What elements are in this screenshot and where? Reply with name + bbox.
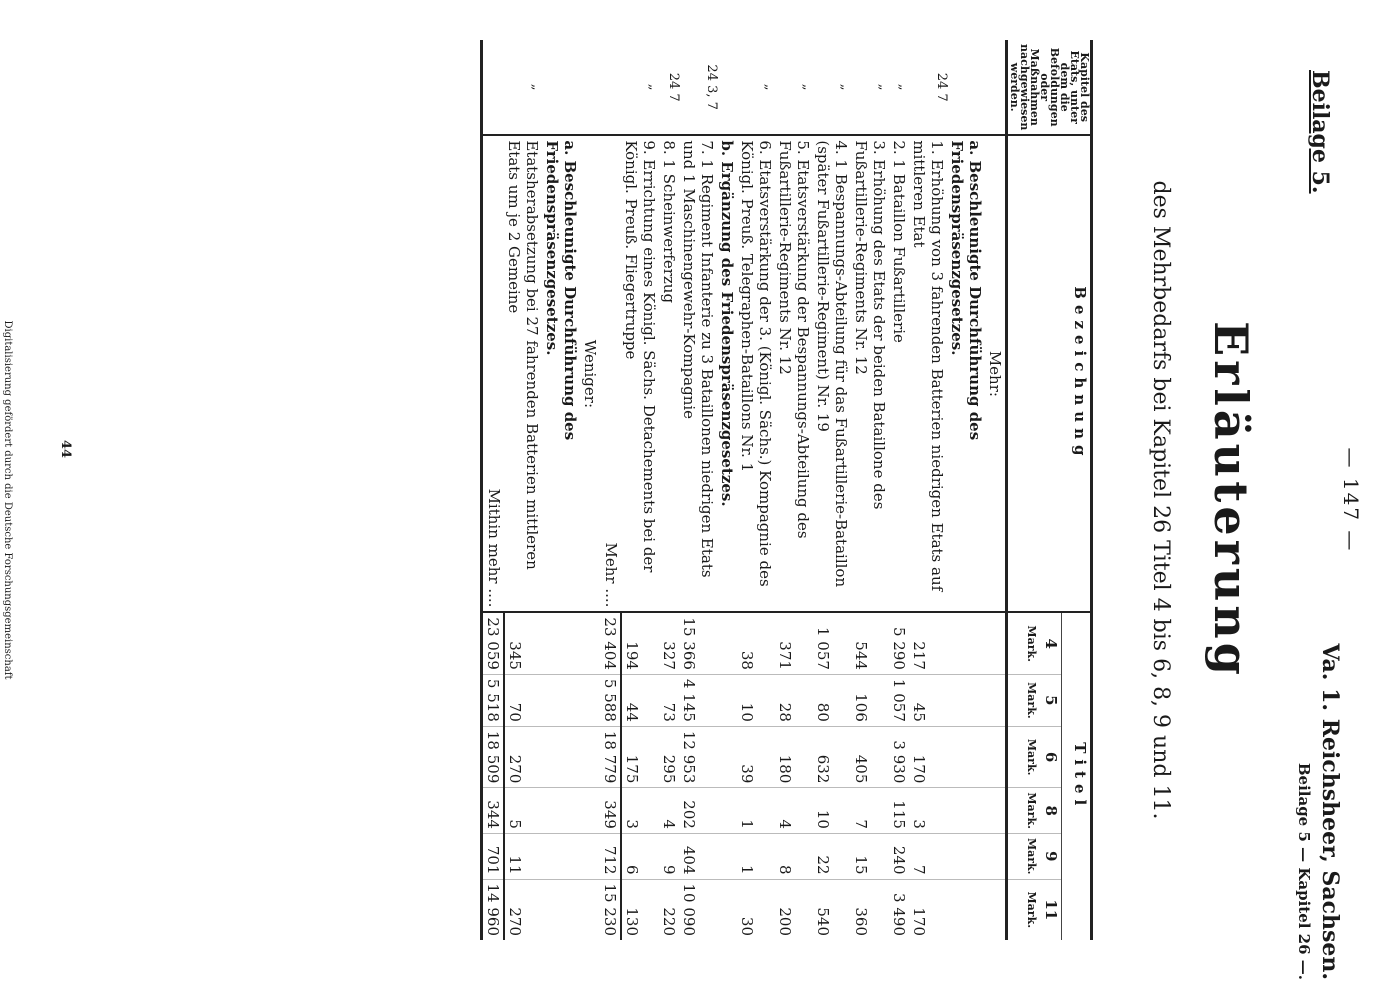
- bezeichnung-cell: 1. Erhöhung von 3 fahrenden Batterien niedrigen Etats auf mittleren Etat: [909, 135, 947, 612]
- value-cell: 404: [679, 833, 717, 879]
- table-row: [504, 40, 542, 940]
- document-subtitle: des Mehrbedarfs bei Kapitel 26 Titel 4 bis 6, 8, 9 und 11.: [1148, 180, 1173, 820]
- bezeichnung-cell: 2. 1 Bataillon Fußartillerie: [889, 135, 909, 612]
- value-cell: 1 057: [813, 612, 851, 674]
- beilage-label: Beilage 5.: [1307, 70, 1333, 194]
- value-cell: 4: [775, 788, 813, 834]
- value-cell: 10: [737, 674, 775, 726]
- value-cell: 194: [621, 612, 659, 674]
- value-cell: 3: [621, 788, 659, 834]
- value-cell: 632: [813, 726, 851, 788]
- value-cell: 170: [909, 726, 947, 788]
- value-cell: 170: [909, 879, 947, 940]
- value-cell: 7: [909, 833, 947, 879]
- value-cell: 180: [775, 726, 813, 788]
- document-title: Erläuterung: [1204, 321, 1258, 679]
- net-sum-row: Mithin mehr .... 23 059 5 518 18 509 344 701 14 960: [482, 40, 505, 940]
- value-cell: 115: [889, 788, 909, 834]
- bezeichnung-cell: 8. 1 Scheinwerferzug: [659, 135, 679, 612]
- value-cell: 1: [737, 788, 775, 834]
- value-cell: 405: [851, 726, 889, 788]
- kapitel-cell: 24 7: [909, 40, 947, 135]
- value-cell: 45: [909, 674, 947, 726]
- mehr-heading: Mehr:: [985, 135, 1007, 612]
- value-cell: 10 090: [679, 879, 717, 940]
- value-cell: 70: [504, 674, 542, 726]
- value-cell: 15 366: [679, 612, 717, 674]
- kapitel-cell: „: [775, 40, 813, 135]
- value-cell: 345: [504, 612, 542, 674]
- bottom-page-number: 44: [58, 440, 73, 459]
- value-cell: 175: [621, 726, 659, 788]
- kapitel-cell: „: [621, 40, 659, 135]
- value-cell: 327: [659, 612, 679, 674]
- running-header-subtitle: Beilage 5 — Kapitel 26 —.: [1295, 762, 1313, 980]
- page-number: — 147 —: [1339, 447, 1363, 553]
- value-cell: 3: [909, 788, 947, 834]
- value-cell: 240: [889, 833, 909, 879]
- table-row: [851, 40, 889, 940]
- value-cell: 28: [775, 674, 813, 726]
- value-cell: 217: [909, 612, 947, 674]
- value-cell: 39: [737, 726, 775, 788]
- value-cell: 360: [851, 879, 889, 940]
- table-row: [889, 40, 909, 940]
- value-cell: 1 057: [889, 674, 909, 726]
- value-cell: 295: [659, 726, 679, 788]
- bezeichnung-column-header: Bezeichnung: [1007, 135, 1092, 612]
- bezeichnung-cell: 3. Erhöhung des Etats der beiden Bataillone des Fußartillerie-Regiments Nr. 12: [851, 135, 889, 612]
- value-cell: 5 290: [889, 612, 909, 674]
- value-cell: 10: [813, 788, 851, 834]
- weniger-rows: [504, 40, 542, 940]
- value-cell: 1: [737, 833, 775, 879]
- value-cell: 4 145: [679, 674, 717, 726]
- titel-col-5: 5 Mark.: [1007, 674, 1062, 726]
- value-cell: 73: [659, 674, 679, 726]
- table-row: [775, 40, 813, 940]
- value-cell: 220: [659, 879, 679, 940]
- value-cell: 11: [504, 833, 542, 879]
- value-cell: 80: [813, 674, 851, 726]
- weniger-section-a-heading: a. Beschleunigte Durchführung des Friedenspräsenzgesetzes.: [542, 135, 580, 612]
- value-cell: 9: [659, 833, 679, 879]
- section-b-heading: b. Ergänzung des Friedenspräsenzgesetzes.: [717, 135, 737, 612]
- kapitel-cell: „: [889, 40, 909, 135]
- value-cell: 130: [621, 879, 659, 940]
- mehr-sum-row: Mehr .... 23 404 5 588 18 779 349 712 15 230: [600, 40, 621, 940]
- running-header-title: Va. 1. Reichsheer, Sachsen.: [1317, 643, 1343, 980]
- expenditure-table: [480, 40, 1093, 940]
- bezeichnung-cell: 6. Etatsverstärkung der 3. (Königl. Sächs.) Kompagnie des Königl. Preuß. Telegraphen-Bataillons Nr. 1: [737, 135, 775, 612]
- value-cell: 106: [851, 674, 889, 726]
- table-row: [909, 40, 947, 940]
- value-cell: 544: [851, 612, 889, 674]
- value-cell: 6: [621, 833, 659, 879]
- value-cell: 8: [775, 833, 813, 879]
- value-cell: 202: [679, 788, 717, 834]
- bezeichnung-cell: 9. Errichtung eines Königl. Sächs. Detachements bei der Königl. Preuß. Fliegertruppe: [621, 135, 659, 612]
- bezeichnung-cell: 7. 1 Regiment Infanterie zu 3 Bataillonen niedrigen Etats und 1 Maschinengewehr-Kompagnie: [679, 135, 717, 612]
- titel-col-6: 6 Mark.: [1007, 726, 1062, 788]
- kapitel-cell: 24 7: [659, 40, 679, 135]
- value-cell: 3 490: [889, 879, 909, 940]
- table-row: [659, 40, 679, 940]
- table-row: [621, 40, 659, 940]
- table-row: [737, 40, 775, 940]
- titel-column-header: Titel: [1061, 612, 1091, 940]
- bezeichnung-cell: 4. 1 Bespannungs-Abteilung für das Fußartillerie-Bataillon (später Fußartillerie-Regiment) Nr. 19: [813, 135, 851, 612]
- value-cell: 12 953: [679, 726, 717, 788]
- value-cell: 270: [504, 726, 542, 788]
- section-a-rows: [737, 40, 947, 940]
- kapitel-cell: 24 3, 7: [679, 40, 717, 135]
- value-cell: 5: [504, 788, 542, 834]
- value-cell: 22: [813, 833, 851, 879]
- table-row: [813, 40, 851, 940]
- value-cell: 15: [851, 833, 889, 879]
- value-cell: 371: [775, 612, 813, 674]
- kapitel-column-header: Kapitel des Etats, unter dem die Befoldungen oder Maßnahmen nachgewiesen werden.: [1007, 40, 1092, 135]
- titel-col-9: 9 Mark.: [1007, 833, 1062, 879]
- section-b-rows: [621, 40, 717, 940]
- bezeichnung-cell: Etatsherabsetzung bei 27 fahrenden Batterien mittleren Etats um je 2 Gemeine: [504, 135, 542, 612]
- bezeichnung-cell: 5. Etatsverstärkung der Bespannungs-Abteilung des Fußartillerie-Regiments Nr. 12: [775, 135, 813, 612]
- kapitel-cell: „: [504, 40, 542, 135]
- value-cell: 30: [737, 879, 775, 940]
- titel-col-11: 11 Mark.: [1007, 879, 1062, 940]
- kapitel-cell: „: [851, 40, 889, 135]
- value-cell: 200: [775, 879, 813, 940]
- value-cell: 3 930: [889, 726, 909, 788]
- value-cell: 38: [737, 612, 775, 674]
- titel-col-8: 8 Mark.: [1007, 788, 1062, 834]
- value-cell: 7: [851, 788, 889, 834]
- value-cell: 44: [621, 674, 659, 726]
- value-cell: 4: [659, 788, 679, 834]
- kapitel-cell: „: [813, 40, 851, 135]
- table-row: [679, 40, 717, 940]
- weniger-heading: Weniger:: [580, 135, 600, 612]
- value-cell: 540: [813, 879, 851, 940]
- kapitel-cell: „: [737, 40, 775, 135]
- value-cell: 270: [504, 879, 542, 940]
- dfg-footnote: Digitalisierung gefördert durch die Deutsche Forschungsgemeinschaft: [2, 320, 13, 680]
- titel-col-4: 4 Mark.: [1007, 612, 1062, 674]
- section-a-heading: a. Beschleunigte Durchführung des Friedenspräsenzgesetzes.: [947, 135, 985, 612]
